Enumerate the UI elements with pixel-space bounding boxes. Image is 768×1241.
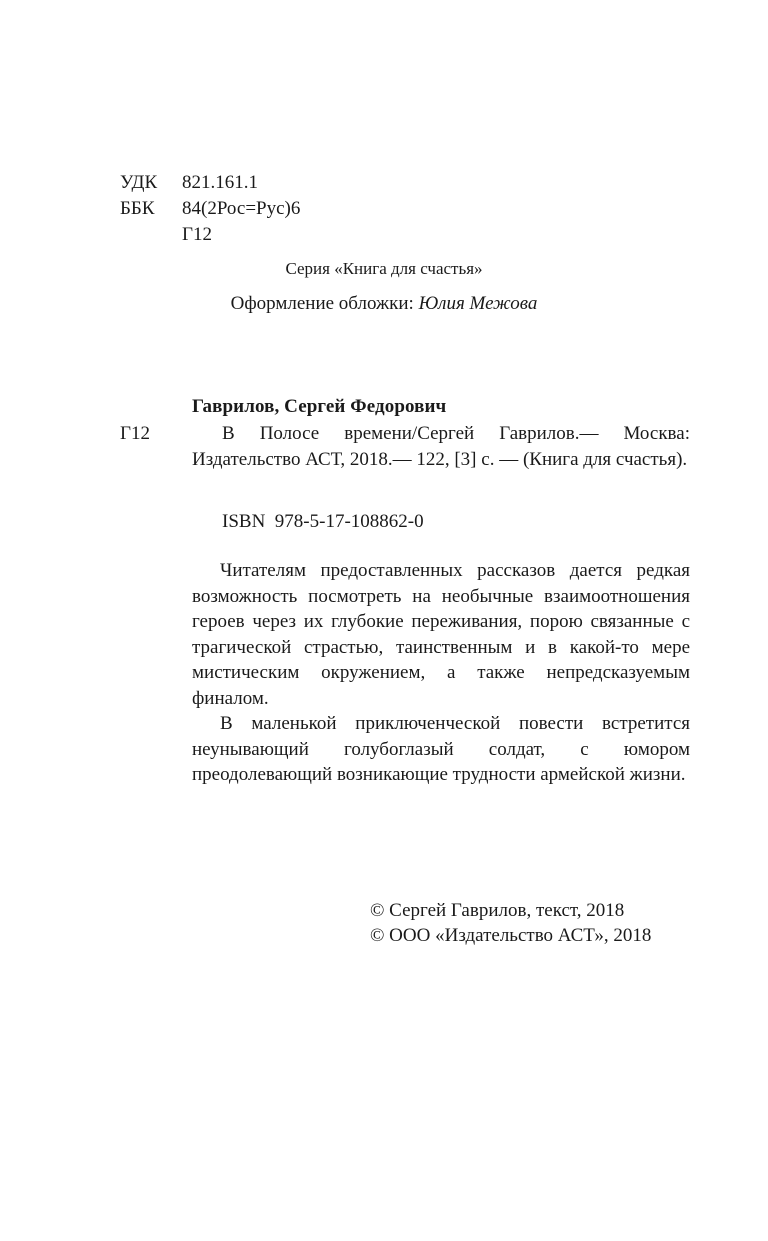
annotation-paragraph: В маленькой приключенческой повести встретится неунывающий голубоглазый солдат, с юмором преодолевающий возникающие трудности армейской жизни.	[192, 713, 690, 785]
cover-design-credit	[0, 291, 768, 317]
annotation-block	[192, 558, 690, 788]
annotation-paragraph: Читателям предоставленных рассказов дается редкая возможность посмотреть на необычные взаимоотношения героев через их глубокие переживания, порою связанные с трагической страстью, таинственным и в какой-то мере мистическим окружением, а также непредсказуемым финалом.	[192, 560, 690, 709]
classification-block	[120, 170, 300, 248]
copyright-block	[370, 898, 690, 948]
shelf-mark-value: Г12	[182, 224, 212, 245]
isbn: ISBN 978-5-17-108862-0	[222, 511, 424, 532]
bbk-value: 84(2Рос=Рус)6	[182, 198, 301, 219]
copyright-line-author: © Сергей Гаврилов, текст, 2018	[370, 900, 625, 921]
cover-designer-name: Юлия Межова	[418, 293, 538, 314]
bbk-label: ББК	[120, 198, 155, 219]
classification-row-udk	[120, 170, 300, 196]
cover-design-label: Оформление обложки:	[230, 293, 419, 314]
biblio-description: В Полосе времени/Сергей Гаврилов.— Москва: Издательство АСТ, 2018.— 122, [3] с. — (Книга для счастья).	[192, 423, 690, 470]
classification-row-shelf-mark	[120, 222, 300, 248]
biblio-shelf-mark: Г12	[120, 423, 150, 444]
series-line: Серия «Книга для счастья»	[285, 259, 483, 278]
classification-row-bbk	[120, 196, 300, 222]
copyright-line-publisher: © ООО «Издательство АСТ», 2018	[370, 925, 652, 946]
udk-label: УДК	[120, 172, 158, 193]
biblio-author: Гаврилов, Сергей Федорович	[192, 396, 447, 417]
udk-value: 821.161.1	[182, 172, 258, 193]
shelf-mark-label	[120, 222, 182, 248]
